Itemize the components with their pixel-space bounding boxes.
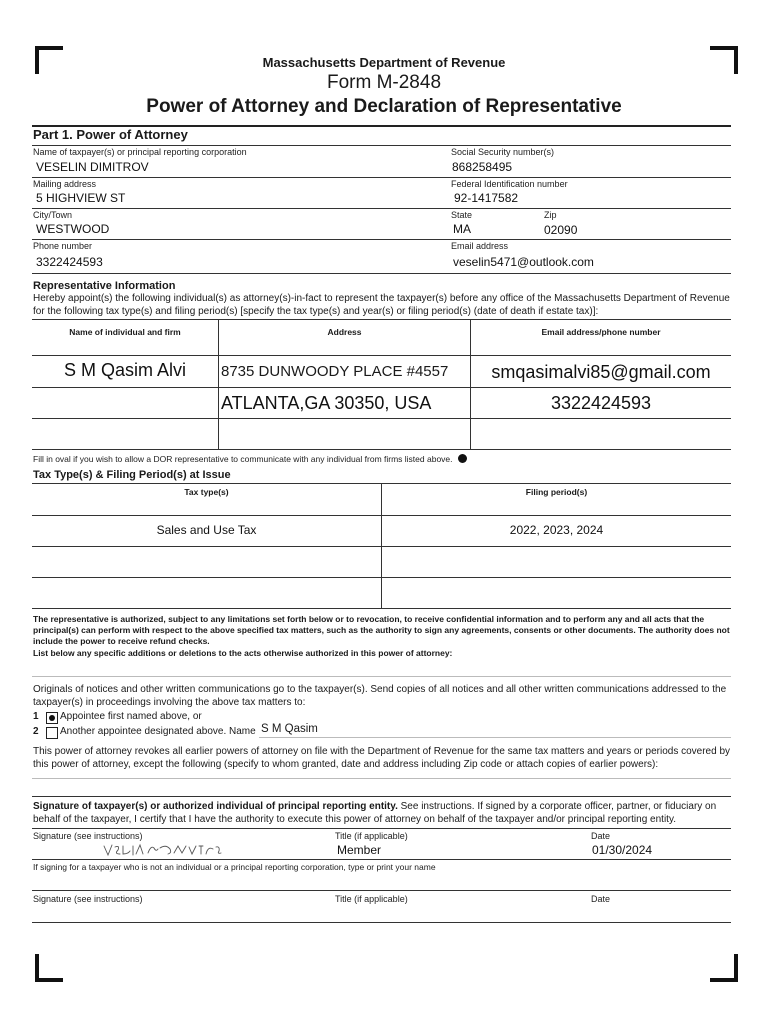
agency-name: Massachusetts Department of Revenue xyxy=(262,55,506,70)
option2-number: 2 xyxy=(33,726,39,737)
non-individual-note: If signing for a taxpayer who is not an individual or a principal reporting corporation, type or print your name xyxy=(33,862,436,872)
rep-row1-name[interactable]: S M Qasim Alvi xyxy=(63,360,187,380)
signature-heading xyxy=(33,801,731,826)
divider xyxy=(32,273,731,274)
rep-row1-contact[interactable]: smqasimalvi85@gmail.com xyxy=(491,362,711,382)
divider xyxy=(32,177,731,178)
rep-row1-address[interactable]: 8735 DUNWOODY PLACE #4557 xyxy=(221,363,449,380)
table-row-border xyxy=(32,355,731,356)
oval-note xyxy=(33,454,467,464)
divider xyxy=(32,145,731,146)
option2-name-line xyxy=(259,737,731,738)
state-field[interactable]: MA xyxy=(453,222,471,236)
divider xyxy=(32,922,731,923)
option2-label: Another appointee designated above. Name xyxy=(60,726,256,737)
ssn-label: Social Security number(s) xyxy=(451,147,555,157)
date-field[interactable]: 01/30/2024 xyxy=(592,843,653,857)
table-top-border xyxy=(32,319,731,320)
mailing-address-label: Mailing address xyxy=(33,179,97,189)
signature-label-2: Signature (see instructions) xyxy=(33,894,143,904)
divider xyxy=(32,828,731,829)
table-row-border xyxy=(32,387,731,388)
col-header-email: Email address/phone number xyxy=(541,327,661,337)
revocation-line xyxy=(32,778,731,779)
signature-label: Signature (see instructions) xyxy=(33,831,143,841)
table-bottom-border xyxy=(32,608,731,609)
tax-row1-period[interactable]: 2022, 2023, 2024 xyxy=(509,523,604,537)
mailing-address-field[interactable]: 5 HIGHVIEW ST xyxy=(36,191,126,205)
table-bottom-border xyxy=(32,449,731,450)
part1-heading: Part 1. Power of Attorney xyxy=(33,127,188,142)
email-field[interactable]: veselin5471@outlook.com xyxy=(453,255,594,269)
table-column-divider xyxy=(381,484,382,608)
col-header-address: Address xyxy=(327,327,362,337)
representative-intro: Hereby appoint(s) the following individual(s) as attorney(s)-in-fact to represent the taxpayer(s) before any office of the Massachusetts Department of Revenue for the following tax type(s) and filing period(s) [specify the tax type(s) and year(s) or filing period(s) (date of death if estate tax)]: xyxy=(33,293,730,317)
state-label: State xyxy=(451,210,473,220)
phone-field[interactable]: 3322424593 xyxy=(36,255,103,269)
corner-mark-bottom-right xyxy=(710,954,738,982)
acts-list-label: List below any specific additions or deletions to the acts otherwise authorized in this power of attorney: xyxy=(33,648,453,658)
zip-label: Zip xyxy=(544,210,557,220)
title-label-2: Title (if applicable) xyxy=(335,894,408,904)
divider xyxy=(32,208,731,209)
divider xyxy=(32,859,731,860)
oval-note-text: Fill in oval if you wish to allow a DOR representative to communicate with any individual from firms listed above. xyxy=(33,454,453,464)
signature-heading-bold: Signature of taxpayer(s) or authorized individual of principal reporting entity. xyxy=(33,801,398,812)
title-field[interactable]: Member xyxy=(337,843,382,857)
communication-oval[interactable] xyxy=(458,454,467,463)
date-label: Date xyxy=(591,831,611,841)
tax-types-heading: Tax Type(s) & Filing Period(s) at Issue xyxy=(33,469,231,481)
option2-checkbox[interactable] xyxy=(46,727,58,739)
tax-row1-type[interactable]: Sales and Use Tax xyxy=(156,523,257,537)
phone-label: Phone number xyxy=(33,241,93,251)
city-field[interactable]: WESTWOOD xyxy=(36,222,110,236)
acts-list-line xyxy=(32,676,731,677)
handwritten-signature[interactable] xyxy=(100,840,225,860)
ssn-field[interactable]: 868258495 xyxy=(452,160,513,174)
zip-field[interactable]: 02090 xyxy=(544,223,578,237)
title-label: Title (if applicable) xyxy=(335,831,408,841)
divider xyxy=(32,239,731,240)
col-header-filing-period: Filing period(s) xyxy=(525,487,588,497)
rep-row2-contact[interactable]: 3322424593 xyxy=(550,393,652,413)
rep-row2-address[interactable]: ATLANTA,GA 30350, USA xyxy=(221,393,432,413)
table-row-border xyxy=(32,418,731,419)
corner-mark-bottom-left xyxy=(35,954,63,982)
option2-name-field[interactable]: S M Qasim xyxy=(261,723,318,735)
notices-text: Originals of notices and other written communications go to the taxpayer(s). Send copies of all notices and all other written communications addressed to the taxpayer(s) in proceedings involving the above tax matters to: xyxy=(33,684,727,708)
representative-heading: Representative Information xyxy=(33,280,176,292)
option1-number: 1 xyxy=(33,711,39,722)
taxpayer-name-label: Name of taxpayer(s) or principal reporting corporation xyxy=(33,147,247,157)
fein-field[interactable]: 92-1417582 xyxy=(454,191,519,205)
taxpayer-name-field[interactable]: VESELIN DIMITROV xyxy=(36,160,149,174)
form-number: Form M-2848 xyxy=(326,72,442,93)
divider xyxy=(32,890,731,891)
form-title: Power of Attorney and Declaration of Representative xyxy=(146,96,622,117)
date-label-2: Date xyxy=(591,894,611,904)
option1-checkbox[interactable] xyxy=(46,712,58,724)
authority-text: The representative is authorized, subject to any limitations set forth below or to revocation, to receive confidential information and to perform any and all acts that the principal(s) can perform with respect to the above specified tax matters, such as the authority to sign any agreements, consents or other documents. The authority does not include the power to receive refund checks. xyxy=(33,614,730,646)
col-header-tax-type: Tax type(s) xyxy=(184,487,229,497)
col-header-name: Name of individual and firm xyxy=(69,327,181,337)
table-column-divider xyxy=(218,320,219,449)
signature-heading-rest: See instructions. If signed by a corporate officer, partner, or fiduciary on behalf of the taxpayer, I certify that I have the authority to execute this power of attorney on behalf of the taxpayer and/or principal reporting entity. xyxy=(33,801,717,825)
city-label: City/Town xyxy=(33,210,73,220)
email-label: Email address xyxy=(451,241,509,251)
option1-label: Appointee first named above, or xyxy=(60,711,202,722)
fein-label: Federal Identification number xyxy=(451,179,568,189)
revocation-text: This power of attorney revokes all earlier powers of attorney on file with the Department of Revenue for the same tax matters and years or periods covered by this power of attorney, except the following (specify to whom granted, date and address including Zip code or attach copies of earlier powers): xyxy=(33,746,731,770)
table-column-divider xyxy=(470,320,471,449)
divider xyxy=(32,796,731,797)
